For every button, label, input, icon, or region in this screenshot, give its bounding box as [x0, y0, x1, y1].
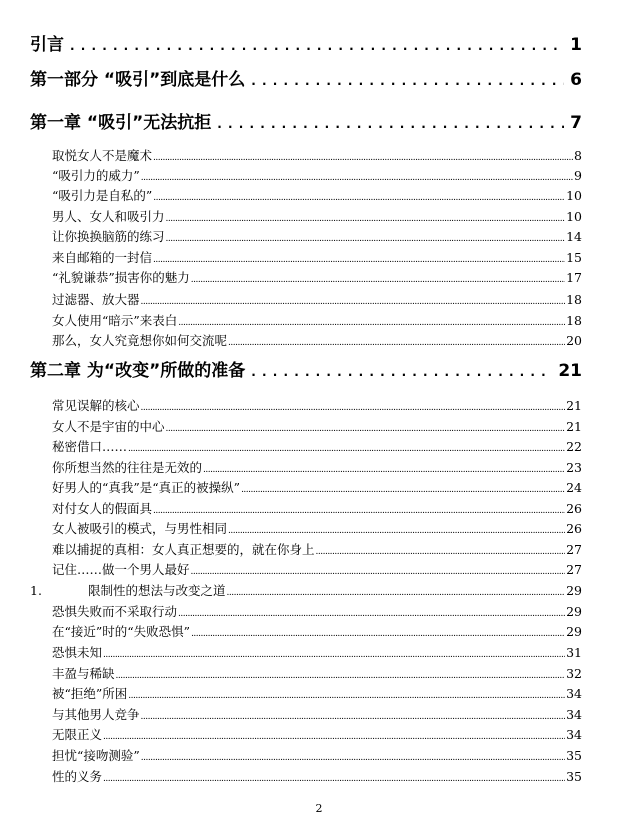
dot-leader	[178, 609, 565, 619]
dot-leader	[191, 629, 565, 639]
toc-entry[interactable]	[52, 478, 582, 496]
dot-leader	[191, 567, 566, 577]
toc-entry-page: 24	[566, 480, 582, 495]
toc-entry[interactable]	[52, 458, 582, 476]
toc-entry[interactable]	[52, 186, 582, 204]
toc-entry-title: 限制性的想法与改变之道	[88, 583, 226, 598]
toc-entry[interactable]	[52, 396, 582, 414]
toc-entry-page: 29	[566, 624, 582, 639]
toc-entry-title: 女人不是宇宙的中心	[52, 419, 165, 434]
toc-entry-page: 18	[566, 292, 582, 307]
toc-entry-page: 29	[566, 604, 582, 619]
toc-entry-number: 1.	[30, 583, 42, 598]
dot-leader	[141, 297, 566, 307]
toc-entry[interactable]	[52, 622, 582, 640]
toc-entry-page: 14	[566, 229, 582, 244]
toc-entry-title: 来自邮箱的一封信	[52, 250, 153, 265]
dot-leader	[116, 671, 566, 681]
dot-leader	[166, 234, 566, 244]
dot-leader	[217, 117, 564, 131]
page-number: 2	[315, 802, 323, 815]
toc-entry[interactable]	[52, 207, 582, 225]
toc-entry[interactable]	[52, 166, 582, 184]
dot-leader	[178, 318, 565, 328]
toc-entry-title: 常见误解的核心	[52, 398, 140, 413]
toc-entry-title: 秘密借口……	[52, 439, 128, 454]
toc-entry-page: 8	[574, 148, 582, 163]
toc-entry[interactable]	[52, 643, 582, 661]
dot-leader	[103, 732, 565, 742]
dot-leader	[228, 338, 565, 348]
toc-entry-page: 35	[566, 748, 582, 763]
dot-leader	[153, 255, 565, 265]
toc-entry-page: 23	[566, 460, 582, 475]
dot-leader	[166, 424, 566, 434]
toc-entry-page: 32	[566, 666, 582, 681]
toc-entry-page: 20	[566, 333, 582, 348]
toc-entry-title: 丰盈与稀缺	[52, 666, 115, 681]
toc-entry-page: 27	[566, 542, 582, 557]
toc-entry-title: “吸引力是自私的”	[52, 188, 153, 203]
dot-leader	[166, 214, 566, 224]
dot-leader	[153, 153, 573, 163]
dot-leader	[227, 588, 566, 598]
toc-entry-page: 21	[566, 398, 582, 413]
toc-entry-title: “吸引力的威力”	[52, 168, 140, 183]
toc-entry[interactable]	[52, 437, 582, 455]
toc-entry-page: 6	[570, 70, 582, 90]
toc-entry[interactable]	[52, 331, 582, 349]
dot-leader	[70, 39, 564, 53]
toc-entry[interactable]	[52, 725, 582, 743]
toc-entry[interactable]	[52, 540, 582, 558]
toc-entry[interactable]	[52, 499, 582, 517]
dot-leader	[251, 74, 564, 88]
toc-entry-title: 男人、女人和吸引力	[52, 209, 165, 224]
toc-entry-title: 过滤器、放大器	[52, 292, 140, 307]
toc-entry-page: 29	[566, 583, 582, 598]
toc-entry-title: 你所想当然的往往是无效的	[52, 460, 203, 475]
toc-entry-page: 10	[566, 188, 582, 203]
toc-entry-page: 34	[566, 686, 582, 701]
toc-entry-title: 性的义务	[52, 769, 103, 784]
toc-entry-title: 恐惧失败而不采取行动	[52, 604, 178, 619]
toc-entry-title: 对付女人的假面具	[52, 501, 153, 516]
toc-entry-title: 第一章 “吸引”无法抗拒	[30, 113, 212, 133]
toc-entry-title: 记住……做一个男人最好	[52, 562, 190, 577]
toc-entry-page: 31	[566, 645, 582, 660]
toc-entry-title: 在“接近”时的“失败恐惧”	[52, 624, 191, 639]
dot-leader	[228, 526, 565, 536]
toc-entry-page: 27	[566, 562, 582, 577]
toc-entry[interactable]	[52, 560, 582, 578]
toc-entry-page: 17	[566, 270, 582, 285]
toc-entry[interactable]	[52, 664, 582, 682]
dot-leader	[251, 365, 552, 379]
toc-entry[interactable]	[52, 417, 582, 435]
toc-entry-title: 女人被吸引的模式，与男性相同	[52, 521, 228, 536]
dot-leader	[153, 193, 565, 203]
toc-entry-page: 34	[566, 707, 582, 722]
toc-entry-title: 好男人的“真我”是“真正的被操纵”	[52, 480, 241, 495]
dot-leader	[241, 485, 565, 495]
toc-entry[interactable]	[52, 146, 582, 164]
toc-entry[interactable]	[30, 581, 582, 599]
toc-entry-title: 担忧“接吻测验”	[52, 748, 140, 763]
toc-entry-page: 7	[570, 113, 582, 133]
toc-entry-page: 21	[558, 361, 582, 381]
toc-entry-title: 无限正义	[52, 727, 103, 742]
toc-entry-page: 10	[566, 209, 582, 224]
toc-entry[interactable]	[30, 30, 582, 55]
toc-entry[interactable]	[52, 248, 582, 266]
toc-entry[interactable]	[30, 65, 582, 90]
toc-entry-page: 35	[566, 769, 582, 784]
toc-entry-title: 让你换换脑筋的练习	[52, 229, 165, 244]
dot-leader	[153, 506, 565, 516]
toc-entry-title: 第二章 为“改变”所做的准备	[30, 361, 246, 381]
toc-entry-page: 26	[566, 501, 582, 516]
toc-entry[interactable]	[52, 684, 582, 702]
toc-entry-title: 取悦女人不是魔术	[52, 148, 153, 163]
toc-entry[interactable]	[52, 290, 582, 308]
toc-entry-title: 那么，女人究竟想你如何交流呢	[52, 333, 228, 348]
toc-entry-title: 女人使用“暗示”来表白	[52, 313, 178, 328]
toc-entry[interactable]	[52, 746, 582, 764]
toc-entry-page: 22	[566, 439, 582, 454]
toc-entry[interactable]	[52, 767, 582, 785]
toc-entry-title: 第一部分 “吸引”到底是什么	[30, 70, 246, 90]
dot-leader	[128, 691, 565, 701]
dot-leader	[128, 444, 565, 454]
dot-leader	[141, 173, 573, 183]
dot-leader	[203, 465, 565, 475]
toc-entry-title: “礼貌谦恭”损害你的魅力	[52, 270, 190, 285]
dot-leader	[316, 547, 566, 557]
dot-leader	[141, 753, 565, 763]
dot-leader	[141, 712, 566, 722]
toc-entry-title: 被“拒绝”所困	[52, 686, 128, 701]
toc-entry[interactable]	[52, 705, 582, 723]
toc-entry-page: 18	[566, 313, 582, 328]
toc-entry-page: 21	[566, 419, 582, 434]
toc-entry-title: 与其他男人竞争	[52, 707, 140, 722]
toc-entry[interactable]	[52, 602, 582, 620]
toc-entry[interactable]	[52, 268, 582, 286]
toc-entry-page: 1	[570, 35, 582, 55]
dot-leader	[103, 774, 565, 784]
toc-entry[interactable]	[52, 227, 582, 245]
toc-entry-title: 引言	[30, 35, 64, 55]
toc-entry-title: 恐惧未知	[52, 645, 103, 660]
toc-entry-page: 26	[566, 521, 582, 536]
dot-leader	[141, 403, 566, 413]
toc-entry[interactable]	[30, 108, 582, 133]
toc-entry[interactable]	[30, 356, 582, 381]
toc-entry-page: 34	[566, 727, 582, 742]
toc-entry-page: 9	[574, 168, 582, 183]
toc-entry-title: 难以捕捉的真相：女人真正想要的，就在你身上	[52, 542, 315, 557]
dot-leader	[103, 650, 565, 660]
toc-entry[interactable]	[52, 519, 582, 537]
toc-entry-page: 15	[566, 250, 582, 265]
toc-entry[interactable]	[52, 311, 582, 329]
dot-leader	[191, 275, 565, 285]
